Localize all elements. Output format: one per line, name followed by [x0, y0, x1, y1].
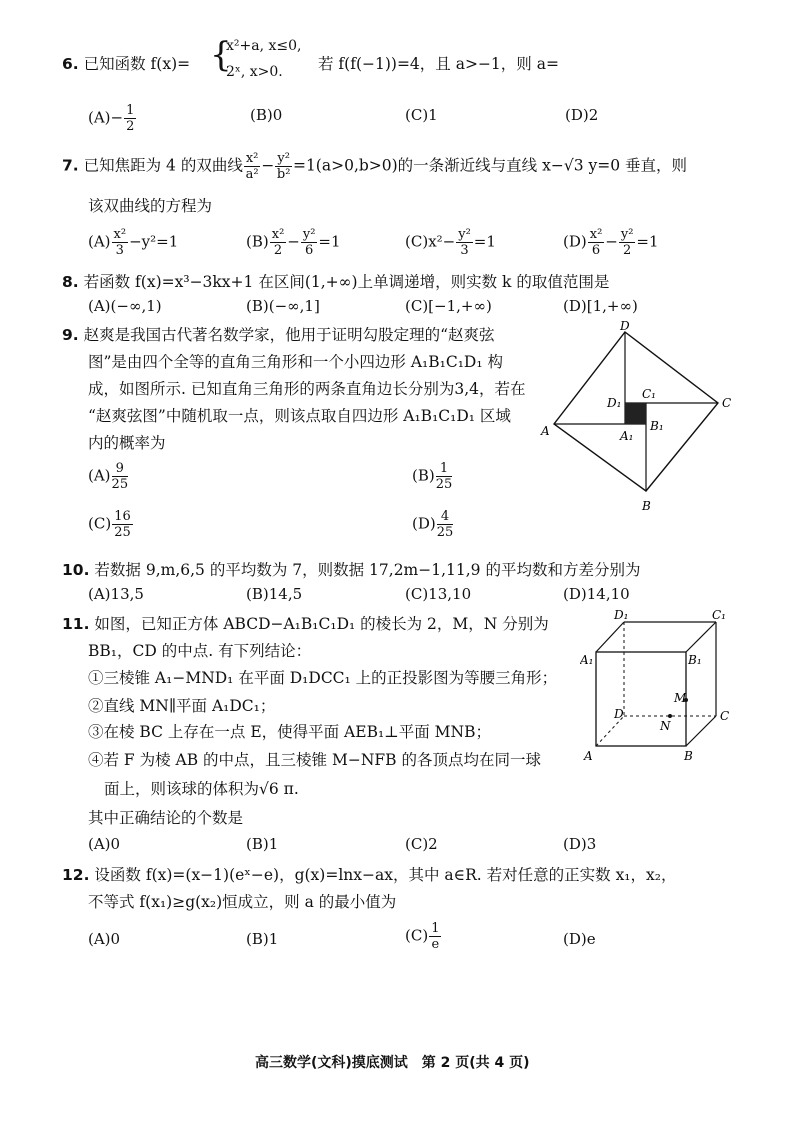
q10-stem: [62, 558, 640, 580]
label-A1: A₁: [620, 429, 634, 443]
label-D: D: [620, 319, 630, 333]
q11-item-4-cont: 面上，则该球的体积为√6 π.: [104, 780, 299, 798]
q6-stem: [62, 52, 190, 74]
q6-option-a: [88, 104, 137, 133]
q12-line-2: 不等式 f(x₁)≥g(x₂)恒成立，则 a 的最小值为: [88, 893, 397, 911]
q8-option-b: (B)(−∞,1]: [246, 297, 320, 315]
point-N: [668, 714, 672, 718]
fraction-denominator: 25: [114, 525, 131, 540]
label-C1: C₁: [642, 387, 656, 401]
fraction-denominator: 2: [126, 119, 135, 134]
q11-item-1: ①三棱锥 A₁−MND₁ 在平面 D₁DCC₁ 上的正投影图为等腰三角形；: [88, 669, 558, 687]
q9-option-a-label: (A): [88, 466, 111, 485]
cube-label-B: B: [684, 749, 693, 763]
q9-line-2: 图”是由四个全等的直角三角形和一个小四边形 A₁B₁C₁D₁ 构: [88, 353, 504, 371]
q6-piece1: x²+a, x≤0,: [226, 38, 302, 54]
q12-number: 12.: [62, 866, 90, 884]
q11-item-3: ③在棱 BC 上存在一点 E，使得平面 AEB₁⊥平面 MNB；: [88, 723, 492, 741]
q12-option-a: (A)0: [88, 930, 121, 948]
q11-option-a: (A)0: [88, 835, 121, 853]
q7-option-a-tail: −y²=1: [129, 232, 179, 251]
q9-option-b-label: (B): [412, 466, 435, 485]
q9-line-3: 成，如图所示. 已知直角三角形的两条直角边长分别为3,4，若在: [88, 380, 526, 398]
cube-label-C1: C₁: [712, 608, 726, 622]
q10-option-a: (A)13,5: [88, 585, 144, 603]
q12-option-c: [405, 922, 442, 951]
q7-line2: 该双曲线的方程为: [88, 197, 213, 215]
q7-option-b-tail: =1: [318, 232, 341, 251]
q7-option-b-label: (B): [246, 232, 269, 251]
q6-text: 已知函数 f(x)=: [83, 55, 191, 73]
q6-option-a-label: (A)−: [88, 108, 124, 127]
label-B1: B₁: [650, 419, 664, 433]
q7-frac-x: $\frac{\text{x²}}{\text{a²}}$: [245, 151, 259, 182]
label-B: B: [642, 499, 651, 513]
zhao-shuang-diagram: [538, 318, 748, 516]
q12-text-1: 设函数 f(x)=(x−1)(eˣ−e)，g(x)=lnx−ax，其中 a∈R. 若对任意的正实数 x₁，x₂，: [94, 866, 677, 884]
q7-option-d-label: (D): [563, 232, 587, 251]
q11-item-2: ②直线 MN∥平面 A₁DC₁；: [88, 697, 276, 715]
q11-number: 11.: [62, 615, 90, 633]
q7-frac-y: $\frac{\text{y²}}{\text{b²}}$: [276, 151, 291, 182]
q10-option-b: (B)14,5: [246, 585, 303, 603]
inner-square: [625, 403, 646, 424]
q11-line-1: [62, 612, 549, 634]
q10-option-c: (C)13,10: [405, 585, 472, 603]
q8-option-a: (A)(−∞,1): [88, 297, 162, 315]
q7-number: 7.: [62, 156, 79, 175]
q6-piece2: 2ˣ, x>0.: [226, 64, 283, 80]
q9-number: 9.: [62, 326, 79, 344]
q7-option-a: (A) $\frac{\text{x²}}{3}$ −y²=1: [88, 227, 179, 258]
page-footer: 高三数学(文科)摸底测试 第 2 页(共 4 页): [255, 1055, 530, 1071]
cube-label-C: C: [720, 709, 730, 723]
q8-number: 8.: [62, 273, 79, 291]
q6-stem2: 若 f(f(−1))=4，且 a>−1，则 a=: [318, 55, 559, 73]
q9-option-b: [412, 462, 453, 491]
q11-ask: 其中正确结论的个数是: [88, 809, 244, 827]
q9-option-a: [88, 462, 129, 491]
q8-stem: [62, 270, 609, 292]
q11-text-1: 如图，已知正方体 ABCD−A₁B₁C₁D₁ 的棱长为 2，M，N 分别为: [94, 615, 549, 633]
q8-text: 若函数 f(x)=x³−3kx+1 在区间(1,+∞)上单调递增，则实数 k 的取值范围是: [83, 273, 610, 291]
q6-option-c: (C)1: [405, 106, 438, 124]
q6-number: 6.: [62, 55, 79, 73]
q9-text-1: 赵爽是我国古代著名数学家，他用于证明勾股定理的“赵爽弦: [83, 326, 495, 344]
q9-line-4: “赵爽弦图”中随机取一点，则该点取自四边形 A₁B₁C₁D₁ 区域: [88, 407, 511, 425]
label-C: C: [722, 396, 732, 410]
fraction-numerator: 1: [436, 462, 453, 477]
fraction-numerator: 1: [126, 103, 135, 118]
q6-option-d: (D)2: [565, 106, 599, 124]
q9-option-c: [88, 510, 134, 539]
fraction-numerator: 9: [112, 462, 129, 477]
q7-text: 已知焦距为 4 的双曲线: [83, 156, 243, 175]
label-A: A: [541, 424, 550, 438]
fraction-denominator: 25: [435, 477, 453, 492]
q7-text-cond: =1(a>0,b>0)的一条渐近线与直线 x−√3 y=0 垂直，则: [292, 156, 688, 175]
label-D1: D₁: [607, 396, 622, 410]
cube-label-M: M: [674, 691, 687, 705]
q7-option-d: (D) $\frac{\text{x²}}{6}$ − $\frac{\text{y²}}{2}$ =1: [563, 227, 659, 258]
cube-label-N: N: [660, 719, 671, 733]
fraction-denominator: e: [431, 937, 440, 952]
q7-option-a-label: (A): [88, 232, 111, 251]
q12-option-b: (B)1: [246, 930, 279, 948]
cube-label-A1: A₁: [580, 653, 594, 667]
q11-item-4: ④若 F 为棱 AB 的中点，且三棱锥 M−NFB 的各顶点均在同一球: [88, 751, 541, 769]
q7-option-c-tail: =1: [473, 232, 496, 251]
q8-option-d: (D)[1,+∞): [563, 297, 638, 315]
fraction-denominator: 25: [436, 525, 454, 540]
q7-stem: 7. 已知焦距为 4 的双曲线 $\frac{\text{x²}}{\text{a²}}$ − $\frac{\text{y²}}{\text{b²}}$ =1(a>0,b>0)的一条渐近线与直线 x−√3 y=0 垂直，则: [62, 151, 688, 182]
cube-label-D: D: [614, 707, 624, 721]
q11-option-c: (C)2: [405, 835, 438, 853]
q9-option-c-label: (C): [88, 514, 112, 533]
fraction-numerator: 16: [114, 509, 131, 524]
q7-option-c: (C)x²− $\frac{\text{y²}}{3}$ =1: [405, 227, 496, 258]
q11-option-d: (D)3: [563, 835, 597, 853]
q12-option-c-label: (C): [405, 926, 429, 945]
q10-text: 若数据 9,m,6,5 的平均数为 7，则数据 17,2m−1,11,9 的平均数和方差分别为: [94, 561, 641, 579]
cube-label-B1: B₁: [688, 653, 702, 667]
q7-option-d-tail: =1: [636, 232, 659, 251]
q11-option-b: (B)1: [246, 835, 279, 853]
cube-label-D1: D₁: [614, 608, 629, 622]
q6-option-b: (B)0: [250, 106, 283, 124]
q6-option-a-fraction: [124, 104, 136, 133]
q8-option-c: (C)[−1,+∞): [405, 297, 492, 315]
q9-option-d: [412, 510, 454, 539]
q9-line-1: [62, 323, 495, 345]
q12-line-1: [62, 863, 676, 885]
q7-option-b: (B) $\frac{\text{x²}}{2}$ − $\frac{\text{y²}}{6}$ =1: [246, 227, 341, 258]
q9-line-5: 内的概率为: [88, 434, 166, 452]
q6-brace: {: [210, 35, 232, 75]
q7-option-c-label: (C): [405, 232, 429, 251]
q12-option-d: (D)e: [563, 930, 596, 948]
fraction-numerator: 4: [437, 510, 454, 525]
cube-label-A: A: [584, 749, 593, 763]
q9-option-d-label: (D): [412, 514, 436, 533]
cube-diagram: [580, 606, 740, 766]
q11-line-2: BB₁，CD 的中点. 有下列结论：: [88, 642, 312, 660]
q10-option-d: (D)14,10: [563, 585, 630, 603]
fraction-numerator: 1: [431, 921, 440, 936]
fraction-denominator: 25: [111, 477, 129, 492]
q10-number: 10.: [62, 561, 90, 579]
